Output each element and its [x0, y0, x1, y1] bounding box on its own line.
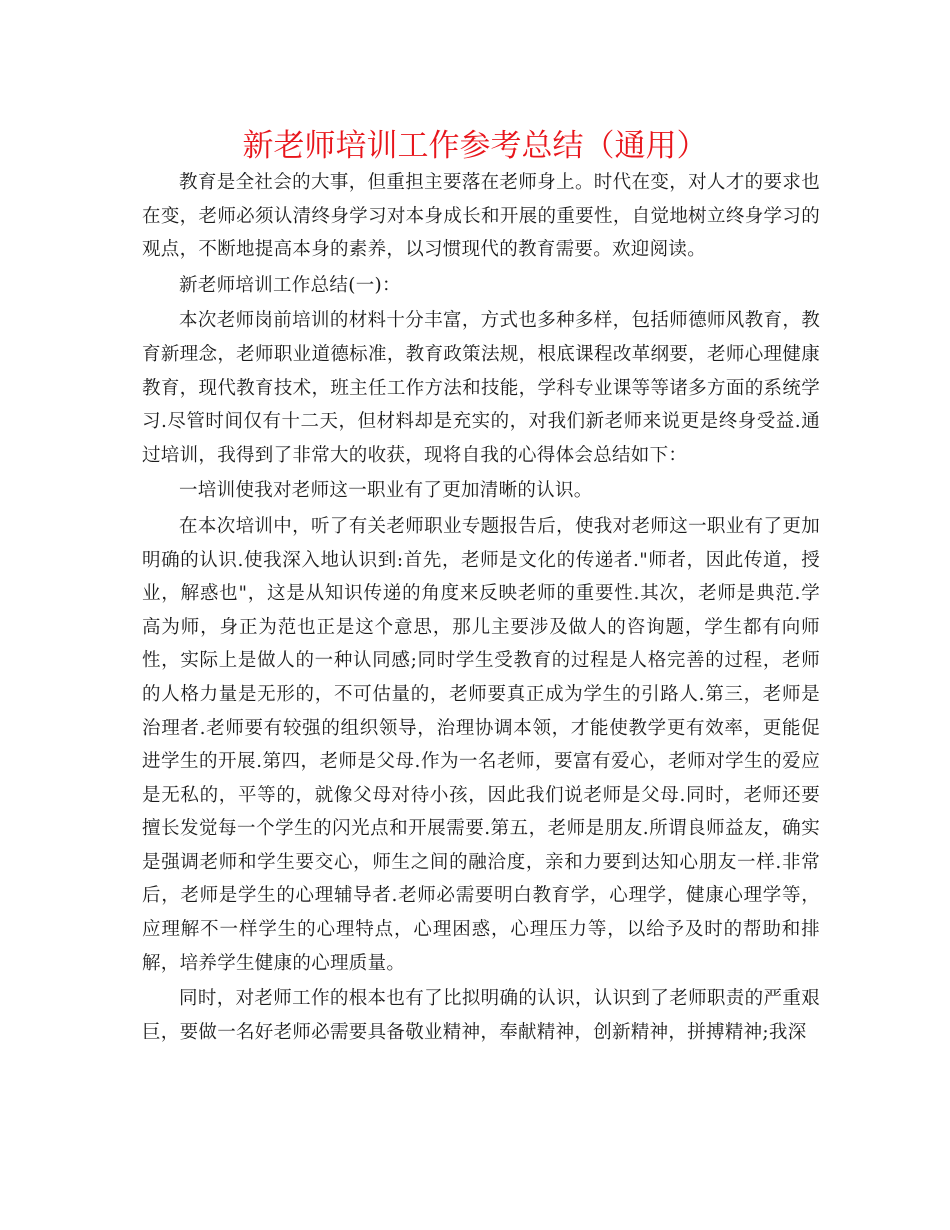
paragraph-section-heading: 新老师培训工作总结(一)： [179, 274, 401, 296]
paragraph-point-one: 一培训使我对老师这一职业有了更加清晰的认识。 [179, 480, 593, 502]
document-title: 新老师培训工作参考总结（通用） [242, 128, 708, 164]
paragraph-intro: 教育是全社会的大事，但重担主要落在老师身上。时代在变，对人才的要求也在变，老师必须认清终身学习对本身成长和开展的重要性，自觉地树立终身学习的观点，不断地提高本身的素养，以习惯现代的教育需要。欢迎阅读。 [142, 172, 820, 261]
paragraph-teacher-roles: 在本次培训中，听了有关老师职业专题报告后，使我对老师这一职业有了更加明确的认识.使我深入地认识到:首先，老师是文化的传递者."师者，因此传道，授业，解惑也"，这是从知识传递的角度来反映老师的重要性.其次，老师是典范.学高为师，身正为范也正是这个意思，那儿主要涉及做人的咨询题，学生都有向师性，实际上是做人的一种认同感;同时学生受教育的过程是人格完善的过程，老师的人格力量是无形的，不可估量的，老师要真正成为学生的引路人.第三，老师是治理者.老师要有较强的组织领导，治理协调本领，才能使教学更有效率，更能促进学生的开展.第四，老师是父母.作为一名老师，要富有爱心，老师对学生的爱应是无私的，平等的，就像父母对待小孩，因此我们说老师是父母.同时，老师还要擅长发觉每一个学生的闪光点和开展需要.第五，老师是朋友.所谓良师益友，确实是强调老师和学生要交心，师生之间的融洽度，亲和力要到达知心朋友一样.非常后，老师是学生的心理辅导者.老师必需要明白教育学，心理学，健康心理学等，应理解不一样学生的心理特点，心理困惑，心理压力等，以给予及时的帮助和排解，培养学生健康的心理质量。 [142, 515, 820, 974]
paragraph-teacher-duties: 同时，对老师工作的根本也有了比拟明确的认识，认识到了老师职责的严重艰巨，要做一名好老师必需要具备敬业精神，奉献精神，创新精神，拼搏精神;我深 [142, 988, 820, 1043]
paragraph-training-overview: 本次老师岗前培训的材料十分丰富，方式也多种多样，包括师德师风教育，教育新理念，老师职业道德标准，教育政策法规，根底课程改革纲要，老师心理健康教育，现代教育技术，班主任工作方法和技能，学科专业课等等诸多方面的系统学习.尽管时间仅有十二天，但材料却是充实的，对我们新老师来说更是终身受益.通过培训，我得到了非常大的收获，现将自我的心得体会总结如下： [142, 310, 820, 466]
document-body [142, 166, 820, 1049]
